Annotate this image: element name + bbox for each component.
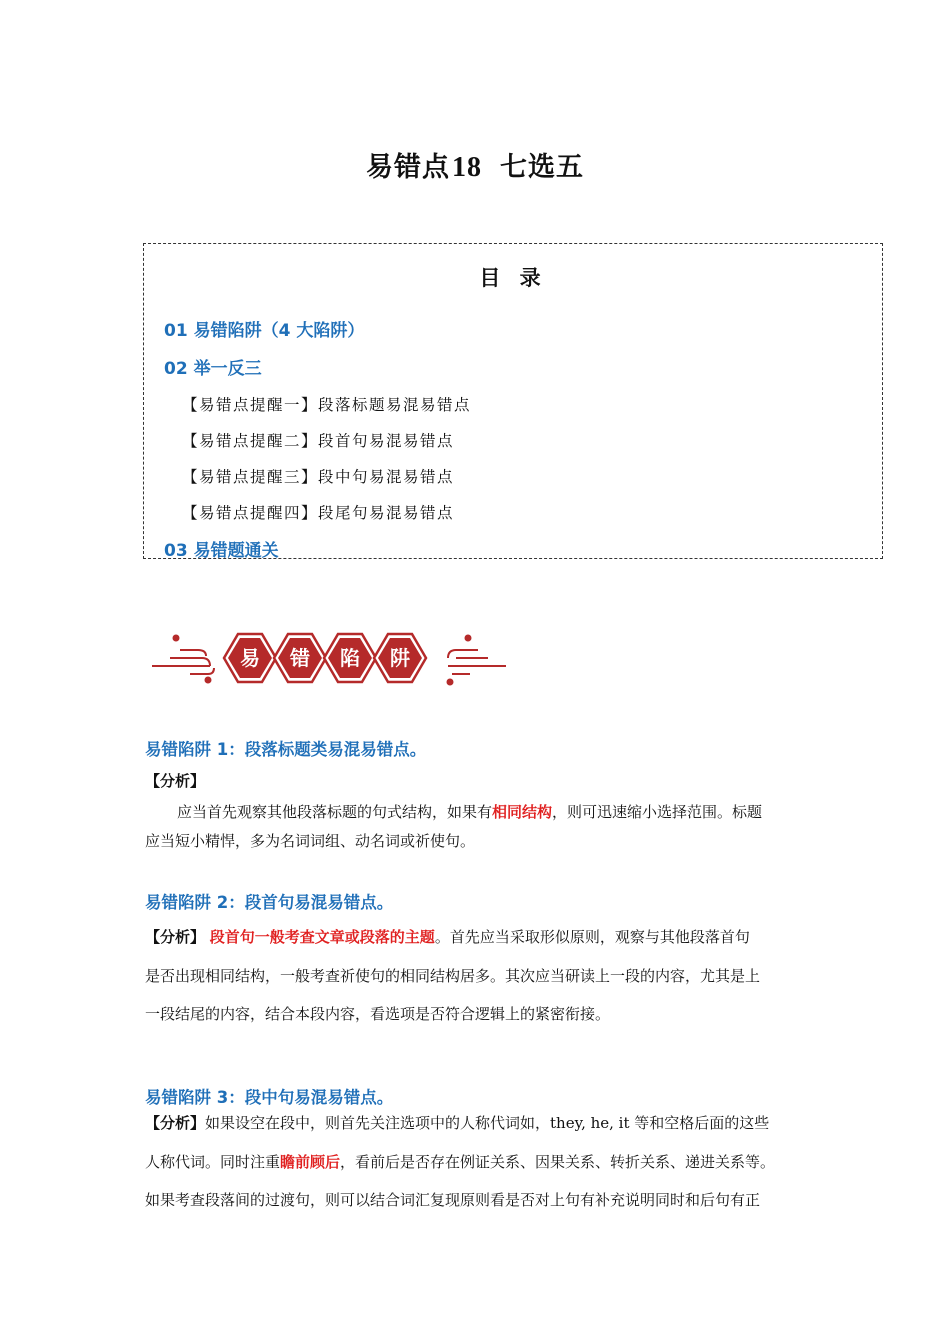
trap-3-emphasis: 瞻前顾后 (280, 1153, 341, 1171)
table-of-contents (143, 243, 883, 559)
trap-1-heading: 易错陷阱 1：段落标题类易混易错点。 (145, 740, 427, 759)
banner-char-2: 错 (290, 646, 310, 670)
section-banner (150, 626, 510, 690)
trap-3-text-pre: 人称代词。同时注重 (145, 1153, 281, 1171)
trap-3-text: 如果设空在段中，则首先关注选项中的人称代词如，they, he, it 等和空格后面的这些 (205, 1114, 770, 1132)
trap-1-emphasis: 相同结构 (492, 803, 553, 821)
title-number: 18 (452, 152, 482, 183)
trap-2-emphasis: 段首句一般考查文章或段落的主题 (209, 928, 435, 946)
trap-3-line-2 (145, 1151, 775, 1172)
trap-3-text-post: ，看前后是否存在例证关系、因果关系、转折关系、递进关系等。 (340, 1153, 776, 1171)
toc-item-2[interactable]: 【易错点提醒二】段首句易混易错点 (182, 432, 455, 450)
toc-section-3[interactable]: 03 易错题通关 (164, 541, 279, 561)
banner-swirl-left-icon (152, 636, 214, 683)
banner-char-1: 易 (240, 646, 260, 670)
trap-3-line-1 (145, 1112, 769, 1133)
trap-1-line-1 (177, 801, 762, 822)
trap-2-label: 【分析】 (145, 928, 206, 946)
toc-item-3[interactable]: 【易错点提醒三】段中句易混易错点 (182, 468, 455, 486)
toc-item-4[interactable]: 【易错点提醒四】段尾句易混易错点 (182, 504, 455, 522)
banner-char-4: 阱 (390, 646, 410, 670)
trap-1-label: 【分析】 (145, 772, 206, 790)
trap-2-line-2: 是否出现相同结构，一般考查祈使句的相同结构居多。其次应当研读上一段的内容，尤其是上 (145, 967, 761, 985)
trap-1-text-end: ，则可迅速缩小选择范围。标题 (552, 803, 763, 821)
banner-char-3: 陷 (340, 646, 360, 670)
trap-2-line-1 (145, 926, 750, 947)
trap-3-label: 【分析】 (145, 1114, 206, 1132)
toc-section-1[interactable]: 01 易错陷阱（4 大陷阱） (164, 321, 365, 341)
page-title (0, 145, 950, 184)
trap-3-heading: 易错陷阱 3：段中句易混易错点。 (145, 1088, 394, 1107)
trap-2-line-3: 一段结尾的内容，结合本段内容，看选项是否符合逻辑上的紧密衔接。 (145, 1005, 611, 1023)
trap-2-heading: 易错陷阱 2：段首句易混易错点。 (145, 893, 394, 912)
toc-heading: 目 录 (479, 266, 547, 290)
trap-2-text: 。首先应当采取形似原则，观察与其他段落首句 (434, 928, 750, 946)
trap-3-line-3: 如果考查段落间的过渡句，则可以结合词汇复现原则看是否对上句有补充说明同时和后句有正 (145, 1191, 761, 1209)
trap-1-line-2: 应当短小精悍，多为名词词组、动名词或祈使句。 (145, 832, 476, 850)
banner-swirl-right-icon (448, 636, 507, 685)
toc-section-2[interactable]: 02 举一反三 (164, 359, 262, 379)
trap-1-text: 应当首先观察其他段落标题的句式结构，如果有 (177, 803, 493, 821)
title-main: 易错点 (366, 152, 450, 183)
title-sub: 七选五 (500, 152, 584, 183)
toc-item-1[interactable]: 【易错点提醒一】段落标题易混易错点 (182, 396, 472, 414)
